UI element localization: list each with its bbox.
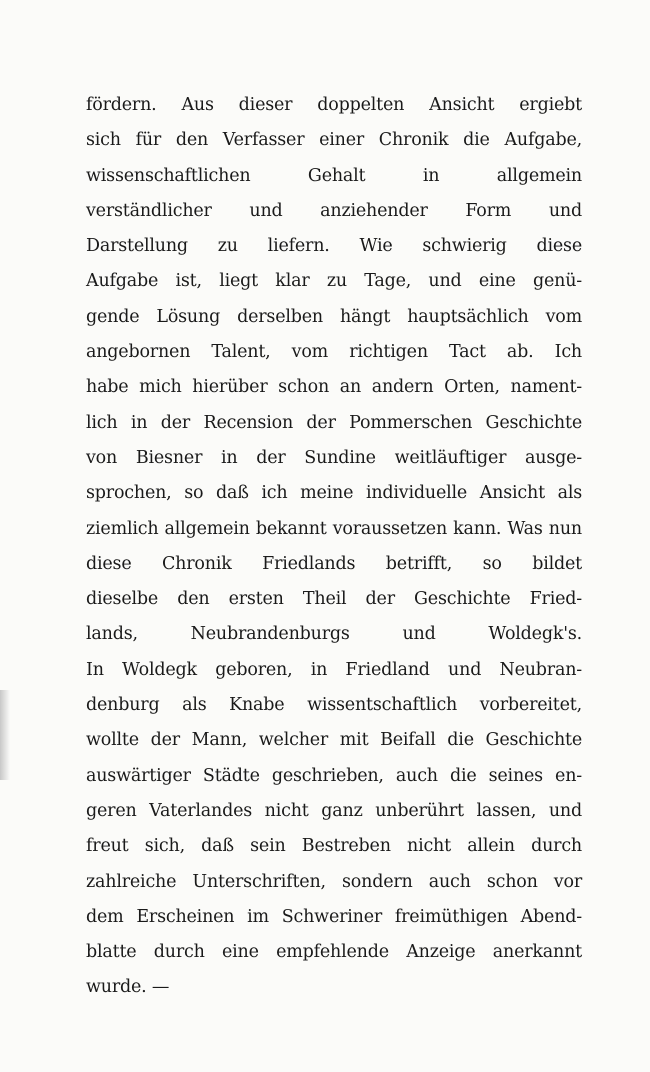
text-line: verständlicher und anziehender Form und	[86, 200, 582, 221]
text-line: blatte durch eine empfehlende Anzeige anerkannt	[86, 942, 582, 963]
text-line: freut sich, daß sein Bestreben nicht allein durch	[86, 836, 582, 857]
text-line: geren Vaterlandes nicht ganz unberührt lassen, und	[86, 800, 582, 821]
text-line: dieselbe den ersten Theil der Geschichte Fried-	[86, 589, 582, 610]
text-line: Darstellung zu liefern. Wie schwierig diese	[86, 236, 582, 257]
text-line: wissenschaftlichen Gehalt in allgemein	[86, 165, 582, 186]
text-line: habe mich hierüber schon an andern Orten, nament-	[86, 377, 582, 398]
text-line: zahlreiche Unterschriften, sondern auch schon vor	[86, 871, 582, 892]
text-body	[86, 88, 582, 1006]
page-edge-shadow	[0, 690, 10, 780]
text-line: fördern. Aus dieser doppelten Ansicht ergiebt	[86, 95, 582, 115]
text-line: In Woldegk geboren, in Friedland und Neubran-	[86, 659, 582, 680]
text-line: lich in der Recension der Pommerschen Geschichte	[86, 412, 582, 433]
text-line: sich für den Verfasser einer Chronik die Aufgabe,	[86, 130, 582, 151]
text-line: angebornen Talent, vom richtigen Tact ab. Ich	[86, 342, 582, 363]
text-line: Aufgabe ist, liegt klar zu Tage, und eine genü-	[86, 271, 582, 292]
text-line: dem Erscheinen im Schweriner freimüthigen Abend-	[86, 906, 582, 927]
text-line: wollte der Mann, welcher mit Beifall die Geschichte	[86, 730, 582, 751]
text-line: gende Lösung derselben hängt hauptsächlich vom	[86, 306, 582, 327]
text-line: diese Chronik Friedlands betrifft, so bildet	[86, 553, 582, 574]
text-line: ziemlich allgemein bekannt voraussetzen kann. Was nun	[86, 518, 582, 539]
text-line: wurde. —	[86, 977, 170, 998]
text-line: von Biesner in der Sundine weitläuftiger ausge-	[86, 447, 582, 468]
text-line: lands, Neubrandenburgs und Woldegk's.	[86, 624, 582, 645]
text-line: sprochen, so daß ich meine individuelle Ansicht als	[86, 483, 582, 504]
text-line: denburg als Knabe wissentschaftlich vorbereitet,	[86, 695, 582, 716]
text-line: auswärtiger Städte geschrieben, auch die seines en-	[86, 765, 582, 786]
